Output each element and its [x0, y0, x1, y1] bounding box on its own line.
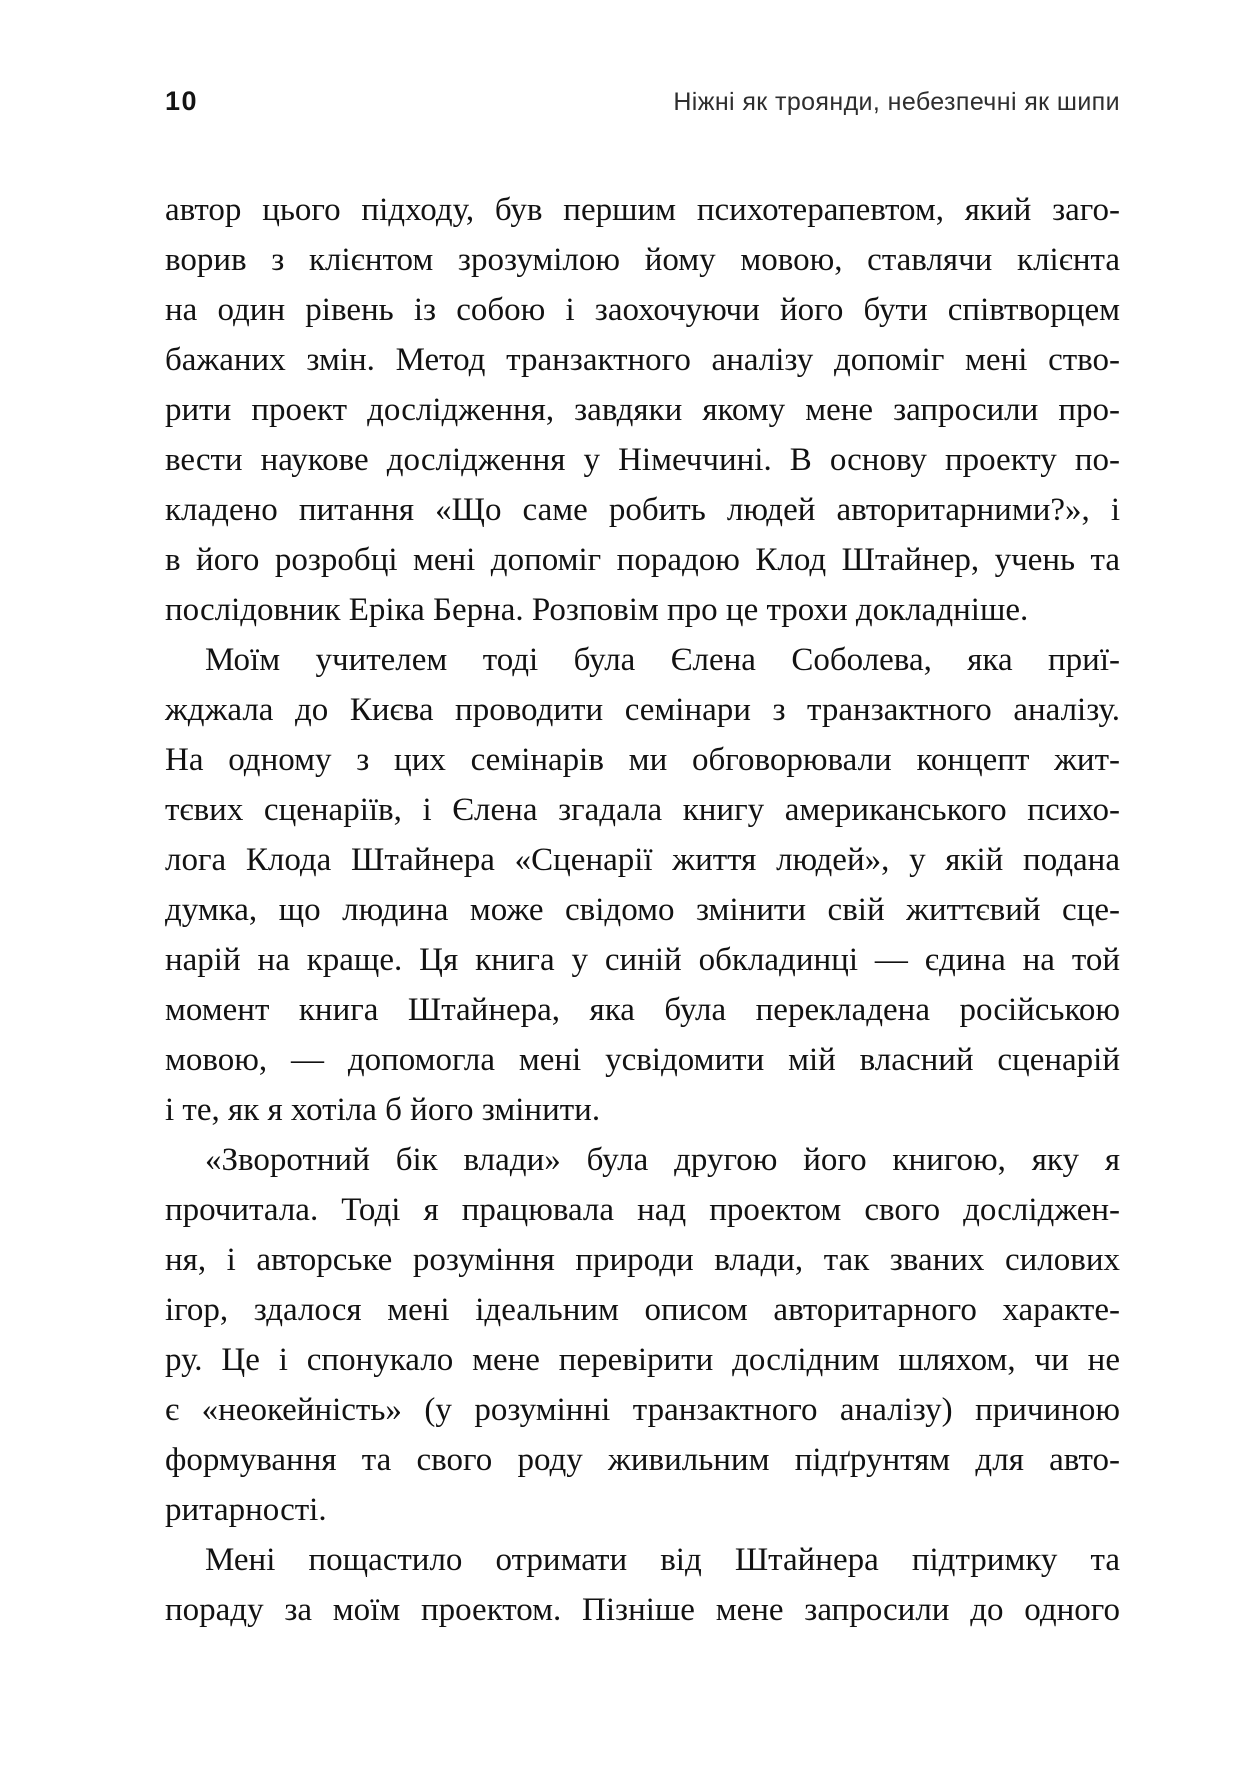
text-line: автор цього підходу, був першим психотерапевтом, який заго-: [165, 192, 1120, 228]
text-line: є «неокейність» (у розумінні транзактного аналізу) причиною: [165, 1392, 1120, 1428]
text-line: жджала до Києва проводити семінари з транзактного аналізу.: [165, 692, 1120, 728]
text-line: рити проект дослідження, завдяки якому мене запросили про-: [165, 392, 1120, 428]
text-line: нарій на краще. Ця книга у синій обкладинці — єдина на той: [165, 942, 1120, 978]
text-line: ня, і авторське розуміння природи влади, так званих силових: [165, 1242, 1120, 1278]
text-line: тєвих сценаріїв, і Єлена згадала книгу американського психо-: [165, 792, 1120, 828]
text-line: прочитала. Тоді я працювала над проектом свого досліджен-: [165, 1192, 1120, 1228]
text-line: лога Клода Штайнера «Сценарії життя людей», у якій подана: [165, 842, 1120, 878]
text-line: Мені пощастило отримати від Штайнера підтримку та: [205, 1542, 1120, 1578]
text-line: ворив з клієнтом зрозумілою йому мовою, ставлячи клієнта: [165, 242, 1120, 278]
text-line: момент книга Штайнера, яка була перекладена російською: [165, 992, 1120, 1028]
text-line: вести наукове дослідження у Німеччині. В основу проекту по-: [165, 442, 1120, 478]
running-header: [165, 86, 1120, 117]
text-line: на один рівень із собою і заохочуючи його бути співтворцем: [165, 292, 1120, 328]
body-text: [165, 185, 1120, 1635]
text-line: мовою, — допомогла мені усвідомити мій власний сценарій: [165, 1042, 1120, 1078]
text-line: і те, як я хотіла б його змінити.: [165, 1092, 601, 1128]
page-number: 10: [165, 86, 199, 116]
text-line: бажаних змін. Метод транзактного аналізу допоміг мені ство-: [165, 342, 1120, 378]
text-line: думка, що людина може свідомо змінити свій життєвий сце-: [165, 892, 1120, 928]
text-line: кладено питання «Що саме робить людей авторитарними?», і: [165, 492, 1120, 528]
text-line: ритарності.: [165, 1492, 327, 1528]
text-line: формування та свого роду живильним підґрунтям для авто-: [165, 1442, 1120, 1478]
text-line: ру. Це і спонукало мене перевірити дослідним шляхом, чи не: [165, 1342, 1120, 1378]
text-line: послідовник Еріка Берна. Розповім про це трохи докладніше.: [165, 592, 1029, 628]
running-title: Ніжні як троянди, небезпечні як шипи: [673, 88, 1120, 116]
text-line: Моїм учителем тоді була Єлена Соболева, яка приї-: [205, 642, 1120, 678]
text-line: «Зворотний бік влади» була другою його книгою, яку я: [205, 1142, 1120, 1178]
text-line: в його розробці мені допоміг порадою Клод Штайнер, учень та: [165, 542, 1120, 578]
text-line: пораду за моїм проектом. Пізніше мене запросили до одного: [165, 1592, 1120, 1628]
text-line: ігор, здалося мені ідеальним описом авторитарного характе-: [165, 1292, 1120, 1328]
text-line: На одному з цих семінарів ми обговорювали концепт жит-: [165, 742, 1120, 778]
